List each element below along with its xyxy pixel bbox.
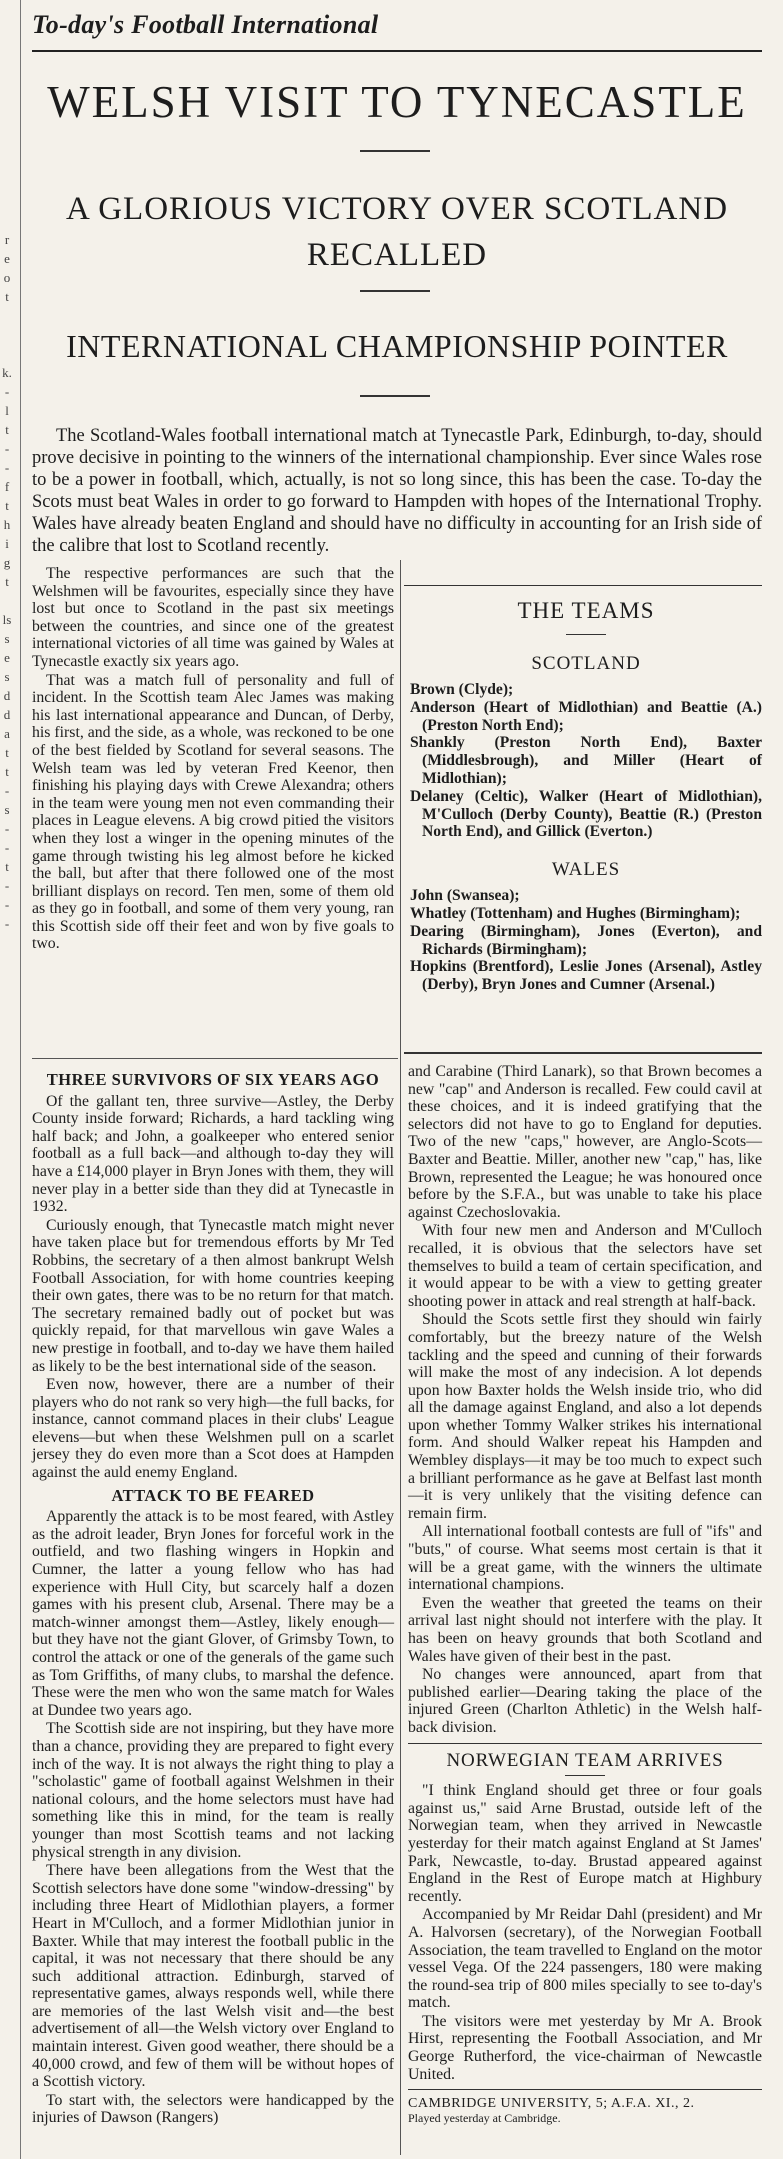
edge-fragment: t <box>5 498 9 513</box>
edge-fragment: t <box>5 859 9 874</box>
main-headline: WELSH VISIT TO TYNECASTLE <box>47 77 747 127</box>
teams-box-bottom-rule <box>404 1052 762 1054</box>
edge-fragment: - <box>4 821 10 836</box>
article-paragraph: Curiously enough, that Tynecastle match might never have taken place but for tremendous efforts by Mr Ted Robbins, the secretary of a then almost bankrupt Welsh Football Association, for with home countries keeping their own gates, there was to be no return for that match. The secretary remained badly out of pocket but was quickly repaid, for that marvellous win gave Wales a new prestige in football, and to-day we have them hailed as likely to be the best international side of the season. <box>32 1216 394 1375</box>
wales-heading: WALES <box>551 859 621 881</box>
section-heading: To-day's Football International <box>32 10 762 52</box>
intro-paragraph: The Scotland-Wales football international match at Tynecastle Park, Edinburgh, to-day, should prove decisive in pointing to the winners of the international championship. Ever since Wales rose to be a power in football, which, actually, is not so long since, this has been the case. To-day the Scots must beat Wales in order to go forward to Hampden with hopes of the International Trophy. Wales have already beaten England and should have no difficulty in accounting for an Irish side of the calibre that lost to Scotland recently. <box>32 426 762 556</box>
article-paragraph: Accompanied by Mr Reidar Dahl (president) and Mr A. Halvorsen (secretary), of the Norwegian Football Association, the team travelled to England on the motor vessel Vega. Of the 224 passengers, 180 were making the round-sea trip of 800 miles specially to see to-day's match. <box>408 1906 762 2012</box>
edge-fragment: i <box>5 536 9 551</box>
edge-fragment <box>0 325 14 344</box>
edge-fragment: e <box>4 251 10 266</box>
edge-fragment: - <box>4 783 10 798</box>
edge-fragment: s <box>4 669 10 684</box>
norway-top-rule <box>408 1743 762 1744</box>
edge-fragment: - <box>4 878 10 893</box>
edge-fragment <box>0 591 14 610</box>
edge-fragment: a <box>4 726 10 741</box>
scotland-heading: SCOTLAND <box>531 653 641 674</box>
left-column-rule <box>20 0 21 2159</box>
sub-headline: A GLORIOUS VICTORY OVER SCOTLAND RECALLED <box>65 191 729 273</box>
edge-fragment: - <box>4 384 10 399</box>
left-column-divider <box>32 1058 398 1059</box>
edge-fragment: t <box>5 745 9 760</box>
result-line <box>408 2096 762 2126</box>
edge-fragment <box>0 306 14 325</box>
article-paragraph: Even the weather that greeted the teams on their arrival last night should not interfere with the play. It has been on heavy grounds that both Scotland and Wales have given of their best in the past. <box>408 1594 762 1665</box>
article-paragraph: The Scottish side are not inspiring, but they have more than a chance, providing they are prepared to fight every inch of the way. It is not always the right thing to play a "scholastic" game of football against Welshmen in their national colours, and the home selectors must have had something like this in mind, for the team is really younger than most Scottish teams and not lacking physical strength in any division. <box>32 1720 394 1861</box>
headline-divider <box>360 150 430 152</box>
edge-fragment: - <box>4 916 10 931</box>
torn-left-edge <box>0 230 14 933</box>
norway-heading-underline <box>565 1775 605 1776</box>
edge-fragment: - <box>4 840 10 855</box>
norway-heading: NORWEGIAN TEAM ARRIVES <box>446 1749 724 1771</box>
scotland-lineup-line: Shankly (Preston North End), Baxter (Middlesbrough), and Miller (Heart of Midlothian); <box>410 734 762 787</box>
wales-lineup-line: Hopkins (Brentford), Leslie Jones (Arsenal), Astley (Derby), Bryn Jones and Cumner (Arsenal.) <box>410 958 762 994</box>
teams-title: THE TEAMS <box>517 598 655 623</box>
middle-column-rule <box>400 560 401 2155</box>
edge-fragment: d <box>3 688 11 703</box>
subhead-survivors: THREE SURVIVORS OF SIX YEARS AGO <box>46 1070 380 1089</box>
wales-lineup-line: Whatley (Tottenham) and Hughes (Birmingham); <box>410 904 741 922</box>
teams-box <box>410 598 762 994</box>
edge-fragment: t <box>5 289 9 304</box>
result-score: CAMBRIDGE UNIVERSITY, 5; A.F.A. XI., 2. <box>408 2096 695 2112</box>
scotland-lineup-line: Anderson (Heart of Midlothian) and Beattie (A.) (Preston North End); <box>410 698 762 734</box>
article-paragraph: The visitors were met yesterday by Mr A. Brook Hirst, representing the Football Association, and Mr George Rutherford, the vice-chairman of Newcastle United. <box>408 2012 762 2083</box>
article-paragraph: That was a match full of personality and full of incident. In the Scottish team Alec James was making his last international appearance and Duncan, of Derby, his first, and the side, as a whole, was reckoned to be one of the best fielded by Scotland for several seasons. The Welsh team was led by veteran Fred Keenor, then finishing his playing days with Crewe Alexandra; others in the team were young men not even commanding their places in League elevens. A big crowd pitied the visitors when they lost a winger in the opening minutes of the game through twisting his leg almost before he kicked the ball, but after that there followed one of the most brilliant displays on record. Ten men, some of them old as they go in football, and some of them very young, ran this Scottish side off their feet and won by five goals to two. <box>32 671 394 953</box>
result-note: Played yesterday at Cambridge. <box>408 2111 561 2126</box>
article-paragraph: "I think England should get three or four goals against us," said Arne Brustad, outside left of the Norwegian team, when they arrived in Newcastle yesterday for their match against England at St James' Park, Newcastle, to-day. Brustad appeared against England in the Rest of Europe match at Highbury recently. <box>408 1782 762 1905</box>
article-paragraph: Of the gallant ten, three survive—Astley, the Derby County inside forward; Richards, a hard tackling wing half back; and John, a goalkeeper who entered senior football as a full back—and although to-day they will have a £14,000 player in Bryn Jones with them, they will never play in a better side than they did at Tynecastle in 1932. <box>32 1092 394 1216</box>
wales-lineup-line: Dearing (Birmingham), Jones (Everton), and Richards (Birmingham); <box>410 922 762 958</box>
edge-fragment <box>0 344 14 363</box>
edge-fragment: g <box>3 555 11 570</box>
teams-title-underline <box>566 634 606 635</box>
edge-fragment: l <box>5 403 9 418</box>
edge-fragment: t <box>5 764 9 779</box>
article-paragraph: To start with, the selectors were handicapped by the injuries of Dawson (Rangers) <box>32 2091 394 2127</box>
edge-fragment: s <box>4 802 10 817</box>
edge-fragment: r <box>4 232 10 247</box>
article-paragraph: All international football contests are full of "ifs" and "buts," of course. What seems most certain is that it will be a great game, with the winners the ultimate international champions. <box>408 1523 762 1594</box>
left-column-top <box>32 565 394 954</box>
scotland-lineup-line: Delaney (Celtic), Walker (Heart of Midlothian), M'Culloch (Derby County), Beattie (R.) (Preston North End), and Gillick (Everton.) <box>410 787 762 841</box>
article-paragraph: Should the Scots settle first they should win fairly comfortably, but the breezy nature of the Welsh tackling and the speed and cunning of their forwards will make the most of any indecision. A lot depends upon how Baxter holds the Welsh inside trio, who did all the damage against England, and also a lot depends upon whether Tommy Walker strikes his international form. And should Walker repeat his Hampden and Wembley displays—it may be too much to expect such a brilliant performance as he gave at Belfast last month—it is very unlikely that the visiting defence can remain firm. <box>408 1311 762 1522</box>
edge-fragment: e <box>4 650 10 665</box>
edge-fragment: - <box>4 897 10 912</box>
right-column <box>408 1063 762 2127</box>
headline-divider-2 <box>360 290 430 292</box>
subhead-attack: ATTACK TO BE FEARED <box>111 1485 315 1505</box>
edge-fragment: - <box>4 460 10 475</box>
left-column-bottom <box>32 1066 394 2128</box>
edge-fragment: h <box>3 517 11 532</box>
edge-fragment: t <box>5 574 9 589</box>
article-paragraph: The respective performances are such that the Welshmen will be favourites, especially since they have lost but once to Scotland in the past six meetings between the countries, and since one of the greatest international victories of all time was gained by Wales at Tynecastle exactly six years ago. <box>32 565 394 670</box>
article-paragraph: No changes were announced, apart from that published earlier—Dearing taking the place of the injured Green (Charlton Athletic) in the Welsh half-back division. <box>408 1666 762 1736</box>
edge-fragment: d <box>3 707 11 722</box>
wales-lineup-line: John (Swansea); <box>410 887 520 905</box>
article-paragraph: Apparently the attack is to be most feared, with Astley as the adroit leader, Bryn Jones for forceful work in the outfield, and two flashing wingers in Hopkin and Cumner, the latter a young fellow who has had experience with Hull City, but scarcely half a dozen games with his present club, Arsenal. There may be a match-winner amongst them—Astley, likely enough—but they have not the giant Glover, of Grimsby Town, to control the attack or one of the generals of the game such as Tom Griffiths, of many clubs, to marshal the defence. These were the men who won the same match for Wales at Dundee two years ago. <box>32 1508 394 1719</box>
edge-fragment: - <box>4 441 10 456</box>
article-paragraph: With four new men and Anderson and M'Culloch recalled, it is obvious that the selectors have set themselves to build a team of certain specification, and it would appear to be with a view to getting greater shooting power in attack and real strength at half-back. <box>408 1222 762 1310</box>
edge-fragment: f <box>4 479 10 494</box>
headline-divider-3 <box>360 395 430 397</box>
edge-fragment: ls <box>2 612 12 627</box>
edge-fragment: t <box>5 422 9 437</box>
teams-box-top-rule <box>404 585 762 586</box>
scotland-lineup-line: Brown (Clyde); <box>410 681 514 698</box>
article-paragraph: Even now, however, there are a number of their players who do not rank so very high—the full backs, for instance, cannot command places in their clubs' League elevens—but when these Welshmen pull on a scarlet jersey they do even more than a Scot does at Hampden against the auld enemy England. <box>32 1376 394 1482</box>
result-rule <box>408 2089 762 2090</box>
article-paragraph: There have been allegations from the West that the Scottish selectors have done some "window-dressing" by including three Heart of Midlothian players, a former Heart in M'Culloch, and a former Midlothian junior in Baxter. While that may interest the football public in the capital, it was not necessary that there should be any such additional attraction. Edinburgh, starved of representative games, always responds well, while there are memories of the last Welsh visit and—the best advertisement of all—the Welsh victory over England to maintain interest. Given good weather, there should be a 40,000 crowd, and few of them will be without hopes of a Scottish victory. <box>32 1862 394 2091</box>
edge-fragment: o <box>3 270 11 285</box>
edge-fragment: k. <box>2 365 12 380</box>
third-headline: INTERNATIONAL CHAMPIONSHIP POINTER <box>66 328 728 364</box>
article-paragraph: and Carabine (Third Lanark), so that Brown becomes a new "cap" and Anderson is recalled. Few could cavil at these choices, and it is indeed gratifying that the selectors did not have to go to England for deputies. Two of the new "caps," however, are Anglo-Scots—Baxter and Beattie. Miller, another new "cap," has, like Brown, represented the League; he was honoured once before by the S.F.A., but was unable to take his place against Czechoslovakia. <box>408 1063 762 1221</box>
edge-fragment: s <box>4 631 10 646</box>
